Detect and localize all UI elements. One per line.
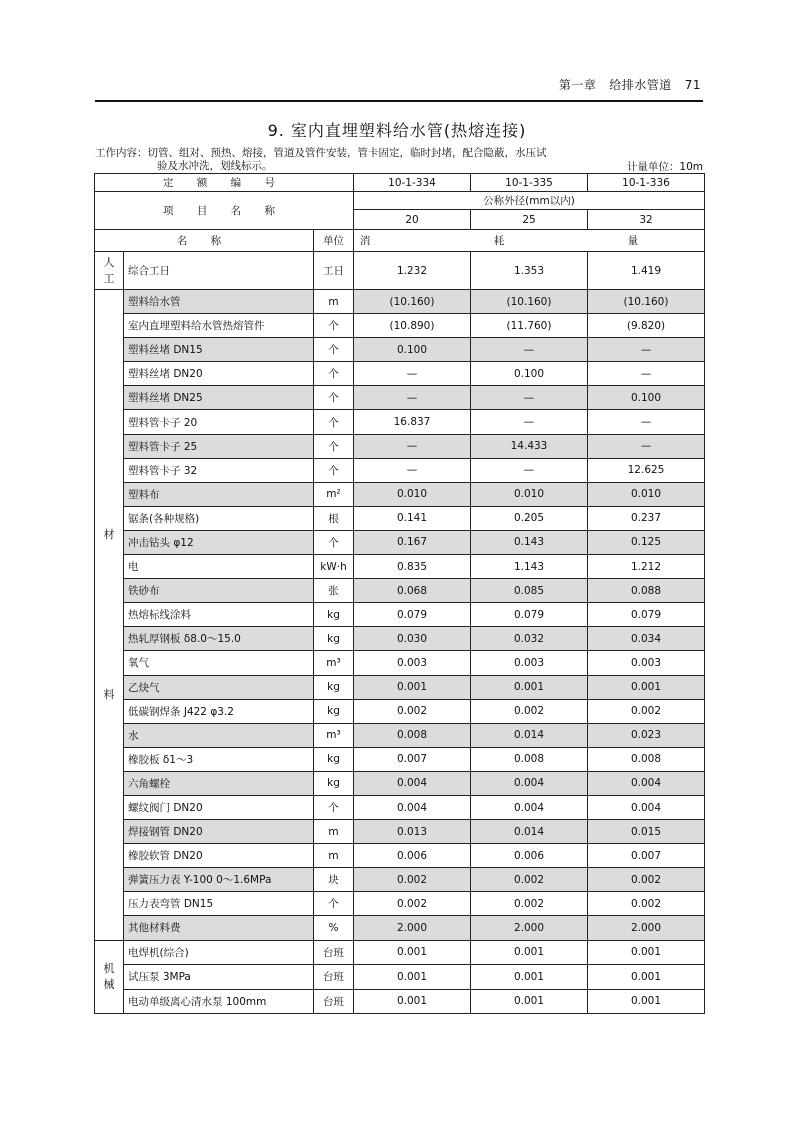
- item-unit: 台班: [314, 965, 354, 990]
- value-cell: 1.212: [588, 555, 705, 579]
- page-header: [95, 66, 703, 102]
- value-cell: 16.837: [354, 410, 471, 434]
- table-row: [95, 386, 705, 410]
- quota-table: [94, 173, 705, 1014]
- item-name: 塑料丝堵 DN15: [124, 338, 314, 362]
- table-row: [95, 795, 705, 819]
- table-row: [95, 362, 705, 386]
- item-name: 乙炔气: [124, 675, 314, 699]
- value-cell: —: [354, 458, 471, 482]
- value-cell: 0.034: [588, 627, 705, 651]
- value-cell: 0.143: [471, 530, 588, 554]
- item-unit: 个: [314, 314, 354, 338]
- category-materials: 材 料: [95, 290, 124, 941]
- value-cell: 0.032: [471, 627, 588, 651]
- item-unit: 个: [314, 892, 354, 916]
- param-label-row: [95, 192, 705, 210]
- code-cell: 10-1-335: [471, 174, 588, 192]
- name-header: 名 称: [95, 230, 314, 252]
- table-row: [95, 338, 705, 362]
- value-cell: 0.014: [471, 723, 588, 747]
- value-cell: 0.002: [354, 892, 471, 916]
- value-cell: 0.001: [471, 989, 588, 1014]
- value-cell: 0.003: [354, 651, 471, 675]
- table-row: [95, 916, 705, 940]
- item-unit: m³: [314, 723, 354, 747]
- item-name: 塑料布: [124, 482, 314, 506]
- value-cell: —: [471, 386, 588, 410]
- item-name: 锯条(各种规格): [124, 506, 314, 530]
- item-name: 塑料管卡子 20: [124, 410, 314, 434]
- table-row: [95, 314, 705, 338]
- value-cell: 0.079: [588, 603, 705, 627]
- value-cell: 0.003: [471, 651, 588, 675]
- item-unit: 块: [314, 868, 354, 892]
- value-cell: 0.014: [471, 820, 588, 844]
- header-text: 第一章 给排水管道 71: [558, 78, 701, 92]
- item-unit: kW·h: [314, 555, 354, 579]
- item-name: 试压泵 3MPa: [124, 965, 314, 990]
- value-cell: 0.002: [588, 868, 705, 892]
- table-row: [95, 506, 705, 530]
- item-unit: 个: [314, 410, 354, 434]
- value-cell: 0.008: [471, 747, 588, 771]
- value-cell: 0.088: [588, 579, 705, 603]
- item-unit: 个: [314, 795, 354, 819]
- value-cell: —: [471, 410, 588, 434]
- value-cell: —: [354, 434, 471, 458]
- value-cell: —: [471, 458, 588, 482]
- item-label: 项 目 名 称: [95, 192, 354, 230]
- item-unit: 工日: [314, 252, 354, 290]
- table-row: [95, 603, 705, 627]
- value-cell: 0.001: [471, 965, 588, 990]
- item-unit: 台班: [314, 989, 354, 1014]
- param-cell: 20: [354, 210, 471, 230]
- quota-label: 定 额 编 号: [95, 174, 354, 192]
- consumption-header: 消 耗 量: [354, 230, 705, 252]
- table-row: [95, 252, 705, 290]
- value-cell: 0.068: [354, 579, 471, 603]
- value-cell: 0.001: [588, 989, 705, 1014]
- value-cell: 0.002: [588, 892, 705, 916]
- item-name: 塑料管卡子 32: [124, 458, 314, 482]
- table-row: [95, 410, 705, 434]
- category-machinery: 机械: [95, 940, 124, 1014]
- item-name: 弹簧压力表 Y-100 0～1.6MPa: [124, 868, 314, 892]
- item-unit: m: [314, 844, 354, 868]
- value-cell: 0.004: [588, 795, 705, 819]
- value-cell: 0.079: [354, 603, 471, 627]
- value-cell: 0.002: [471, 699, 588, 723]
- item-unit: 个: [314, 338, 354, 362]
- item-unit: m: [314, 290, 354, 314]
- value-cell: 0.007: [354, 747, 471, 771]
- table-row: [95, 675, 705, 699]
- table-row: [95, 579, 705, 603]
- value-cell: (11.760): [471, 314, 588, 338]
- value-cell: 0.006: [354, 844, 471, 868]
- table-row: [95, 555, 705, 579]
- param-cell: 32: [588, 210, 705, 230]
- value-cell: (10.160): [471, 290, 588, 314]
- value-cell: 0.004: [354, 795, 471, 819]
- item-unit: 个: [314, 458, 354, 482]
- item-unit: 个: [314, 386, 354, 410]
- unit-label: 计量单位：10m: [626, 161, 703, 173]
- value-cell: —: [588, 338, 705, 362]
- value-cell: 0.001: [588, 675, 705, 699]
- value-cell: 0.002: [354, 868, 471, 892]
- item-name: 焊接钢管 DN20: [124, 820, 314, 844]
- value-cell: 1.419: [588, 252, 705, 290]
- value-cell: —: [354, 362, 471, 386]
- item-unit: kg: [314, 699, 354, 723]
- work-content-line2: 验及水冲洗，划线标示。: [157, 160, 273, 172]
- item-name: 低碳钢焊条 J422 φ3.2: [124, 699, 314, 723]
- value-cell: 0.001: [588, 965, 705, 990]
- value-cell: 0.008: [354, 723, 471, 747]
- param-label: 公称外径(mm以内): [354, 192, 705, 210]
- value-cell: 0.008: [588, 747, 705, 771]
- value-cell: 14.433: [471, 434, 588, 458]
- value-cell: —: [471, 338, 588, 362]
- unit-header: 单位: [314, 230, 354, 252]
- value-cell: —: [354, 386, 471, 410]
- value-cell: 0.002: [471, 868, 588, 892]
- item-unit: m³: [314, 651, 354, 675]
- item-unit: 个: [314, 434, 354, 458]
- value-cell: 0.001: [354, 989, 471, 1014]
- value-cell: 0.001: [471, 940, 588, 965]
- item-name: 氧气: [124, 651, 314, 675]
- item-unit: m²: [314, 482, 354, 506]
- table-row: [95, 868, 705, 892]
- value-cell: 0.013: [354, 820, 471, 844]
- table-row: [95, 627, 705, 651]
- value-cell: 2.000: [354, 916, 471, 940]
- value-cell: 0.002: [588, 699, 705, 723]
- value-cell: 0.006: [471, 844, 588, 868]
- value-cell: 2.000: [588, 916, 705, 940]
- table-row: [95, 820, 705, 844]
- item-name: 热熔标线涂料: [124, 603, 314, 627]
- item-unit: 张: [314, 579, 354, 603]
- value-cell: (9.820): [588, 314, 705, 338]
- table-row: [95, 844, 705, 868]
- value-cell: 0.010: [588, 482, 705, 506]
- value-cell: 0.079: [471, 603, 588, 627]
- param-cell: 25: [471, 210, 588, 230]
- item-unit: 根: [314, 506, 354, 530]
- value-cell: 0.085: [471, 579, 588, 603]
- item-unit: 台班: [314, 940, 354, 965]
- item-name: 塑料给水管: [124, 290, 314, 314]
- work-content: [95, 147, 703, 173]
- item-unit: %: [314, 916, 354, 940]
- item-name: 其他材料费: [124, 916, 314, 940]
- table-row: [95, 965, 705, 990]
- value-cell: 0.205: [471, 506, 588, 530]
- item-unit: kg: [314, 627, 354, 651]
- table-row: [95, 892, 705, 916]
- item-name: 橡胶软管 DN20: [124, 844, 314, 868]
- table-row: [95, 940, 705, 965]
- value-cell: 0.100: [588, 386, 705, 410]
- value-cell: 0.001: [471, 675, 588, 699]
- item-name: 六角螺栓: [124, 771, 314, 795]
- table-row: [95, 290, 705, 314]
- value-cell: —: [588, 362, 705, 386]
- value-cell: (10.890): [354, 314, 471, 338]
- item-name: 螺纹阀门 DN20: [124, 795, 314, 819]
- table-row: [95, 989, 705, 1014]
- code-cell: 10-1-336: [588, 174, 705, 192]
- value-cell: 0.010: [354, 482, 471, 506]
- value-cell: 0.023: [588, 723, 705, 747]
- item-unit: kg: [314, 747, 354, 771]
- item-name: 室内直埋塑料给水管热熔管件: [124, 314, 314, 338]
- item-name: 水: [124, 723, 314, 747]
- value-cell: (10.160): [588, 290, 705, 314]
- value-cell: 0.100: [354, 338, 471, 362]
- quota-code-row: [95, 174, 705, 192]
- value-cell: 0.141: [354, 506, 471, 530]
- item-name: 电焊机(综合): [124, 940, 314, 965]
- value-cell: 0.001: [354, 965, 471, 990]
- item-unit: kg: [314, 603, 354, 627]
- value-cell: 0.030: [354, 627, 471, 651]
- value-cell: 1.353: [471, 252, 588, 290]
- table-row: [95, 723, 705, 747]
- item-unit: m: [314, 820, 354, 844]
- value-cell: —: [588, 434, 705, 458]
- value-cell: 0.004: [471, 795, 588, 819]
- value-cell: 0.001: [354, 940, 471, 965]
- table-row: [95, 747, 705, 771]
- value-cell: 0.001: [354, 675, 471, 699]
- value-cell: 2.000: [471, 916, 588, 940]
- item-name: 塑料丝堵 DN25: [124, 386, 314, 410]
- item-name: 热轧厚钢板 δ8.0～15.0: [124, 627, 314, 651]
- item-name: 电动单级离心清水泵 100mm: [124, 989, 314, 1014]
- item-name: 塑料丝堵 DN20: [124, 362, 314, 386]
- value-cell: 0.001: [588, 940, 705, 965]
- table-row: [95, 434, 705, 458]
- value-cell: 0.167: [354, 530, 471, 554]
- value-cell: 0.004: [354, 771, 471, 795]
- value-cell: 0.835: [354, 555, 471, 579]
- value-cell: 0.003: [588, 651, 705, 675]
- value-cell: 0.004: [471, 771, 588, 795]
- table-row: [95, 651, 705, 675]
- code-cell: 10-1-334: [354, 174, 471, 192]
- table-row: [95, 458, 705, 482]
- item-unit: 个: [314, 530, 354, 554]
- value-cell: 0.004: [588, 771, 705, 795]
- value-cell: 1.232: [354, 252, 471, 290]
- table-row: [95, 482, 705, 506]
- value-cell: 0.002: [354, 699, 471, 723]
- value-cell: (10.160): [354, 290, 471, 314]
- value-cell: 12.625: [588, 458, 705, 482]
- value-cell: 0.010: [471, 482, 588, 506]
- table-row: [95, 530, 705, 554]
- item-name: 塑料管卡子 25: [124, 434, 314, 458]
- work-content-line1: 工作内容：切管、组对、预热、熔接，管道及管件安装，管卡固定，临时封堵，配合隐蔽，水压试: [95, 147, 547, 159]
- page-title: 9. 室内直埋塑料给水管(热熔连接): [267, 121, 527, 140]
- value-cell: 1.143: [471, 555, 588, 579]
- item-unit: 个: [314, 362, 354, 386]
- table-row: [95, 699, 705, 723]
- item-name: 电: [124, 555, 314, 579]
- item-unit: kg: [314, 675, 354, 699]
- value-cell: 0.007: [588, 844, 705, 868]
- item-name: 橡胶板 δ1～3: [124, 747, 314, 771]
- item-name: 铁砂布: [124, 579, 314, 603]
- item-name: 压力表弯管 DN15: [124, 892, 314, 916]
- table-row: [95, 771, 705, 795]
- value-cell: —: [588, 410, 705, 434]
- value-cell: 0.002: [471, 892, 588, 916]
- column-header-row: [95, 230, 705, 252]
- item-unit: kg: [314, 771, 354, 795]
- value-cell: 0.015: [588, 820, 705, 844]
- value-cell: 0.100: [471, 362, 588, 386]
- category-labor: 人工: [95, 252, 124, 290]
- value-cell: 0.237: [588, 506, 705, 530]
- value-cell: 0.125: [588, 530, 705, 554]
- item-name: 综合工日: [124, 252, 314, 290]
- item-name: 冲击钻头 φ12: [124, 530, 314, 554]
